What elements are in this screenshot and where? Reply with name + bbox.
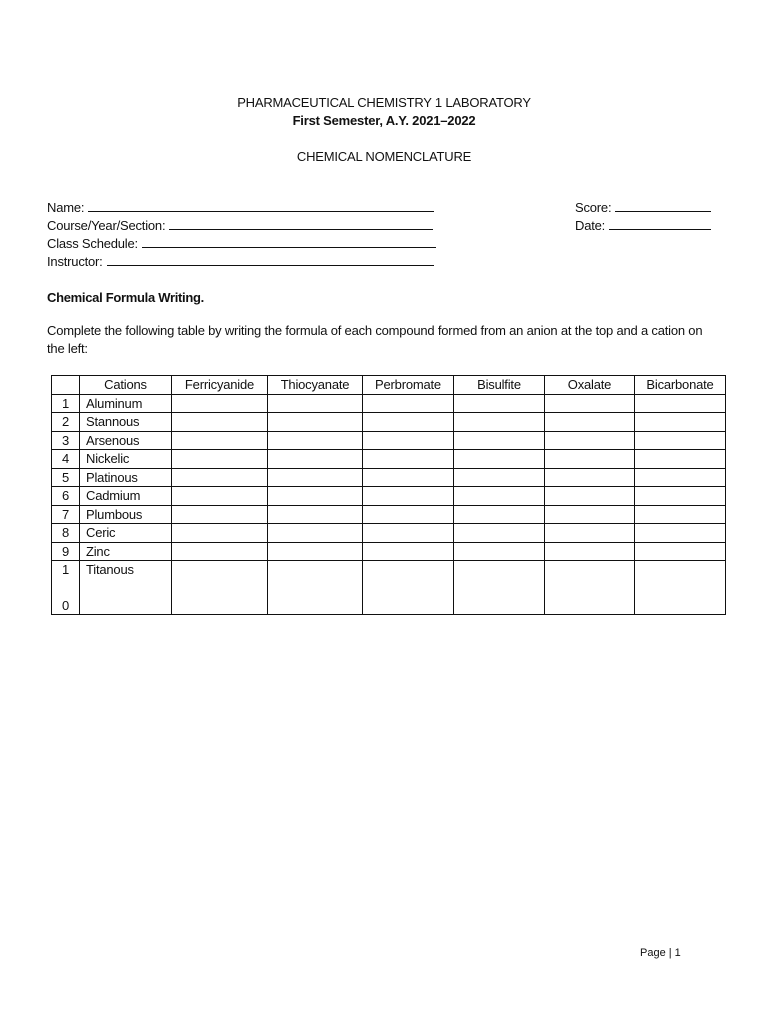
answer-cell[interactable] [454,431,545,450]
course-field [47,217,433,233]
answer-cell[interactable] [363,524,454,543]
page-number: Page | 1 [640,947,681,959]
table-row [52,542,726,561]
cation-cell: Nickelic [80,450,172,469]
answer-cell[interactable] [454,487,545,506]
cation-cell: Stannous [80,413,172,432]
header-cell [52,376,80,395]
row-number [52,561,80,615]
answer-cell[interactable] [545,431,635,450]
header-cell: Thiocyanate [268,376,363,395]
row-number: 1 [52,394,80,413]
answer-cell[interactable] [268,431,363,450]
answer-cell[interactable] [363,561,454,615]
header-cell: Oxalate [545,376,635,395]
answer-cell[interactable] [172,413,268,432]
answer-cell[interactable] [635,450,726,469]
instructor-label: Instructor: [47,254,103,269]
answer-cell[interactable] [268,450,363,469]
row-number: 9 [52,542,80,561]
answer-cell[interactable] [545,487,635,506]
score-label: Score: [575,200,612,215]
cation-cell: Zinc [80,542,172,561]
row-number: 5 [52,468,80,487]
header-cell: Perbromate [363,376,454,395]
answer-cell[interactable] [172,468,268,487]
table-row [52,431,726,450]
answer-cell[interactable] [363,450,454,469]
table-row [52,505,726,524]
answer-cell[interactable] [454,394,545,413]
answer-cell[interactable] [635,413,726,432]
answer-cell[interactable] [454,524,545,543]
header-cell: Bisulfite [454,376,545,395]
table-row [52,561,726,615]
answer-cell[interactable] [363,542,454,561]
answer-cell[interactable] [545,394,635,413]
answer-cell[interactable] [363,487,454,506]
answer-cell[interactable] [454,413,545,432]
answer-cell[interactable] [268,487,363,506]
answer-cell[interactable] [454,450,545,469]
instructor-field [47,253,434,269]
semester-line: First Semester, A.Y. 2021–2022 [292,113,476,128]
row-number-part: 0 [61,598,70,613]
answer-cell[interactable] [172,524,268,543]
table-row [52,394,726,413]
document-title: PHARMACEUTICAL CHEMISTRY 1 LABORATORY [237,95,531,110]
answer-cell[interactable] [635,487,726,506]
answer-cell[interactable] [454,542,545,561]
header-cell: Cations [80,376,172,395]
topic-title: CHEMICAL NOMENCLATURE [296,149,472,164]
course-blank [169,217,433,230]
row-number: 4 [52,450,80,469]
name-label: Name: [47,200,85,215]
answer-cell[interactable] [172,431,268,450]
schedule-blank [142,235,436,248]
answer-cell[interactable] [454,561,545,615]
table-row [52,468,726,487]
answer-cell[interactable] [635,542,726,561]
date-field [575,217,711,233]
answer-cell[interactable] [635,431,726,450]
table-row [52,450,726,469]
answer-cell[interactable] [545,561,635,615]
date-blank [609,217,711,230]
name-field [47,199,434,215]
formula-table [51,375,726,615]
answer-cell[interactable] [172,505,268,524]
answer-cell[interactable] [363,394,454,413]
answer-cell[interactable] [635,505,726,524]
header-cell: Ferricyanide [172,376,268,395]
answer-cell[interactable] [454,468,545,487]
section-title: Chemical Formula Writing. [47,290,204,305]
answer-cell[interactable] [172,542,268,561]
course-label: Course/Year/Section: [47,218,166,233]
table-row [52,524,726,543]
answer-cell[interactable] [635,468,726,487]
instructor-blank [107,253,434,266]
row-number: 3 [52,431,80,450]
answer-cell[interactable] [635,524,726,543]
answer-cell[interactable] [545,542,635,561]
answer-cell[interactable] [172,487,268,506]
answer-cell[interactable] [268,394,363,413]
answer-cell[interactable] [363,431,454,450]
score-blank [615,199,711,212]
row-number: 6 [52,487,80,506]
instructions: Complete the following table by writing the formula of each compound formed from an anion at the top and a cation on the left: [47,323,703,356]
answer-cell[interactable] [635,561,726,615]
cation-cell: Platinous [80,468,172,487]
row-number: 7 [52,505,80,524]
row-number-part: 1 [61,562,70,577]
cation-cell: Titanous [80,561,172,615]
score-field [575,199,711,215]
table-row [52,487,726,506]
answer-cell[interactable] [545,505,635,524]
name-blank [88,199,434,212]
answer-cell[interactable] [363,413,454,432]
answer-cell[interactable] [268,524,363,543]
row-number: 2 [52,413,80,432]
answer-cell[interactable] [363,468,454,487]
table-header-row [52,376,726,395]
header-cell: Bicarbonate [635,376,726,395]
answer-cell[interactable] [172,561,268,615]
answer-cell[interactable] [545,524,635,543]
schedule-field [47,235,436,251]
answer-cell[interactable] [454,505,545,524]
date-label: Date: [575,218,606,233]
answer-cell[interactable] [268,561,363,615]
answer-cell[interactable] [268,505,363,524]
answer-cell[interactable] [268,468,363,487]
answer-cell[interactable] [545,413,635,432]
answer-cell[interactable] [635,394,726,413]
row-number: 8 [52,524,80,543]
cation-cell: Ceric [80,524,172,543]
answer-cell[interactable] [268,542,363,561]
answer-cell[interactable] [545,450,635,469]
schedule-label: Class Schedule: [47,236,138,251]
cation-cell: Arsenous [80,431,172,450]
answer-cell[interactable] [172,450,268,469]
cation-cell: Aluminum [80,394,172,413]
table-row [52,413,726,432]
answer-cell[interactable] [545,468,635,487]
answer-cell[interactable] [172,394,268,413]
answer-cell[interactable] [363,505,454,524]
cation-cell: Cadmium [80,487,172,506]
answer-cell[interactable] [268,413,363,432]
cation-cell: Plumbous [80,505,172,524]
